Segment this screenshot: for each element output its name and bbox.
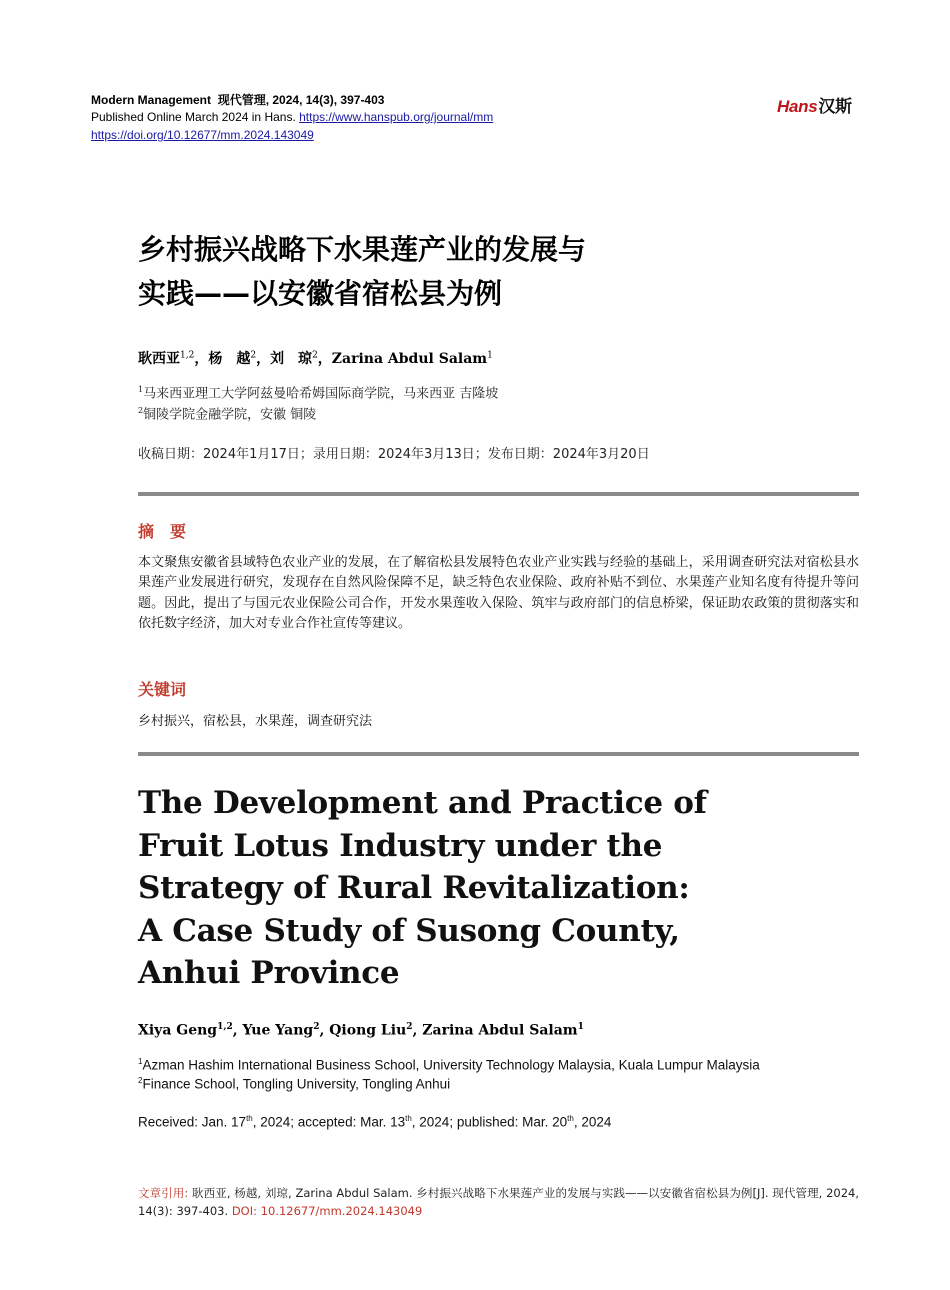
author-name: Yue Yang <box>242 1022 314 1039</box>
date-sup: th <box>567 1114 574 1123</box>
journal-url-link[interactable]: https://www.hanspub.org/journal/mm <box>299 110 494 124</box>
doi-line <box>91 128 314 143</box>
author-sep: , <box>319 1022 330 1039</box>
english-dates <box>138 1114 611 1130</box>
logo-text-cn: 汉斯 <box>818 97 852 116</box>
chinese-affiliation-1 <box>138 381 498 403</box>
chinese-title-line-2: 实践——以安徽省宿松县为例 <box>138 277 503 310</box>
author-sup: 2 <box>313 1022 320 1032</box>
affiliation-sup: 2 <box>138 406 144 415</box>
author-sup: 2 <box>406 1022 413 1032</box>
author-sup: 1 <box>577 1022 584 1032</box>
author-name: Zarina Abdul Salam <box>331 351 488 367</box>
author-sep: ， <box>256 351 271 367</box>
english-title-line: Strategy of Rural Revitalization: <box>138 870 690 906</box>
affiliation-text: 马来西亚理工大学阿兹曼哈希姆国际商学院，马来西亚 吉隆坡 <box>143 386 499 402</box>
citation-text: 耿西亚, 杨越, 刘琼, Zarina Abdul Salam. 乡村振兴战略下水果莲产业的发展与实践——以安徽省宿松县为例[J]. 现代管理, 2024, 14(3): 397-403. <box>138 1186 860 1218</box>
abstract-heading: 摘 要 <box>138 522 187 541</box>
received-date: Received: Jan. 17 <box>138 1114 247 1130</box>
abstract-body: 本文聚焦安徽省县域特色农业产业的发展，在了解宿松县发展特色农业产业实践与经验的基础上，采用调查研究法对宿松县水果莲产业发展进行研究，发现存在自然风险保障不足，缺乏特色农业保险、政府补贴不到位、水果莲产业知名度有待提升等问题。因此，提出了与国元农业保险公司合作，开发水果莲收入保险、筑牢与政府部门的信息桥梁，保证助农政策的贯彻落实和依托数字经济，加大对专业合作社宣传等建议。 <box>138 555 859 631</box>
affiliation-sup: 1 <box>138 1057 143 1066</box>
author-name: 刘 琼 <box>270 351 313 367</box>
date-suffix: , 2024 <box>573 1114 612 1130</box>
english-title-line: A Case Study of Susong County, <box>138 912 680 949</box>
author-name: Xiya Geng <box>138 1022 218 1039</box>
logo-text-en: Hans <box>777 97 818 116</box>
chinese-affiliation-2 <box>138 402 316 424</box>
affiliation-sup: 2 <box>138 1076 143 1085</box>
journal-name-cn: 现代管理 <box>217 93 266 107</box>
published-text: Published Online March 2024 in Hans. <box>91 110 300 124</box>
author-sup: 1 <box>487 350 493 361</box>
chinese-dates: 收稿日期：2024年1月17日；录用日期：2024年3月13日；发布日期：2024年3月20日 <box>138 447 650 462</box>
date-sup: th <box>405 1114 412 1123</box>
english-title-line: Anhui Province <box>138 955 400 991</box>
keywords-heading: 关键词 <box>138 680 187 699</box>
english-title-line: Fruit Lotus Industry under the <box>138 827 663 864</box>
author-sep: , <box>412 1022 423 1039</box>
affiliation-text: Azman Hashim International Business School, University Technology Malaysia, Kuala Lumpur Malaysia <box>142 1057 760 1073</box>
author-sep: ， <box>194 351 209 367</box>
author-name: 杨 越 <box>208 351 251 367</box>
doi-url-link[interactable]: https://doi.org/10.12677/mm.2024.143049 <box>91 128 314 142</box>
english-authors <box>138 1022 584 1039</box>
author-name: 耿西亚 <box>138 351 180 367</box>
journal-citation-line <box>91 93 384 108</box>
english-title <box>138 782 778 995</box>
citation-block <box>138 1184 859 1220</box>
published-line <box>91 110 493 125</box>
citation-doi[interactable]: DOI: 10.12677/mm.2024.143049 <box>231 1204 423 1218</box>
chinese-authors <box>138 348 493 368</box>
affiliation-sup: 1 <box>138 385 144 394</box>
journal-volume: , 2024, 14(3), 397-403 <box>265 93 385 107</box>
author-sup: 1,2 <box>180 350 195 361</box>
author-sep: ， <box>317 351 332 367</box>
divider-bottom <box>138 752 859 756</box>
accepted-date: , 2024; accepted: Mar. 13 <box>252 1114 406 1130</box>
citation-label: 文章引用: <box>138 1186 193 1200</box>
divider-top <box>138 492 859 496</box>
author-name: Zarina Abdul Salam <box>422 1022 578 1039</box>
author-sup: 2 <box>250 350 257 361</box>
published-date: , 2024; published: Mar. 20 <box>411 1114 568 1130</box>
hans-logo <box>777 92 852 117</box>
journal-name: Modern Management <box>91 93 212 107</box>
chinese-title <box>138 228 758 316</box>
author-sep: , <box>232 1022 243 1039</box>
affiliation-text: Finance School, Tongling University, Tongling Anhui <box>142 1076 451 1092</box>
english-title-line: The Development and Practice of <box>138 785 707 821</box>
date-sup: th <box>246 1114 253 1123</box>
affiliation-text: 铜陵学院金融学院，安徽 铜陵 <box>143 407 317 423</box>
author-sup: 2 <box>312 350 318 361</box>
keywords-text: 乡村振兴，宿松县，水果莲，调查研究法 <box>138 714 373 729</box>
author-sup: 1,2 <box>217 1022 233 1032</box>
english-affiliation-2 <box>138 1072 450 1094</box>
chinese-title-line-1: 乡村振兴战略下水果莲产业的发展与 <box>138 233 587 266</box>
author-name: Qiong Liu <box>329 1022 407 1039</box>
